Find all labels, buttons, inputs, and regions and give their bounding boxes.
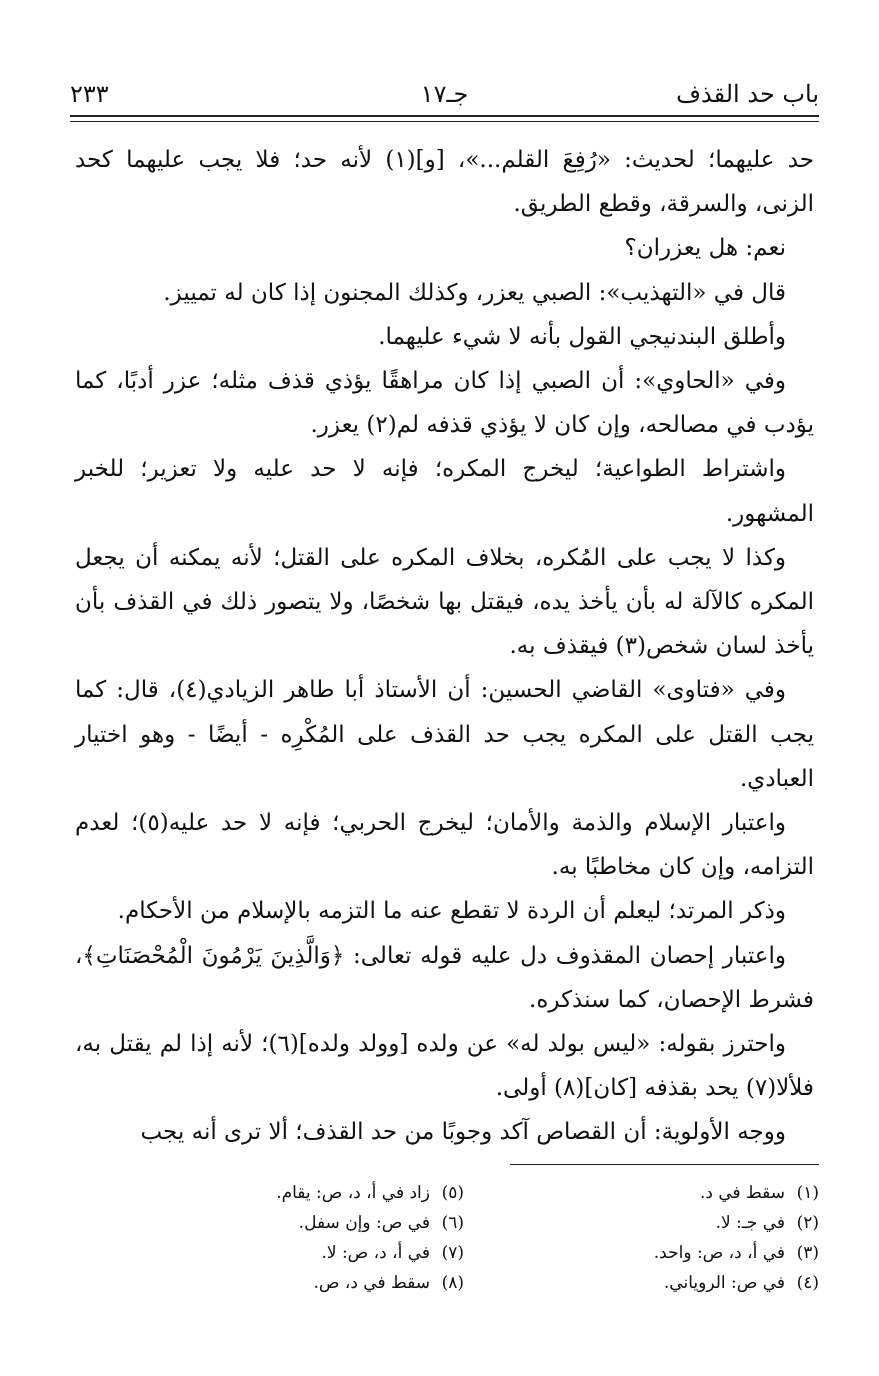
footnote-item [144, 1268, 464, 1298]
footnote-number: (٢) [796, 1213, 819, 1233]
paragraph: واحترز بقوله: «ليس بولد له» عن ولده [وولد ولده](٦)؛ لأنه إذا لم يقتل به، فلألا(٧) يحد بقذفه [كان](٨) أولى. [75, 1031, 814, 1102]
footnote-number: (٦) [441, 1213, 464, 1233]
footnote-item [499, 1178, 819, 1208]
paragraph: وفي «الحاوي»: أن الصبي إذا كان مراهقًا يؤذي قذف مثله؛ عزر أدبًا، كما يؤدب في مصالحه، وإن كان لا يؤذي قذفه لم(٢) يعزر. [75, 368, 814, 439]
page-number: ٢٣٣ [70, 80, 109, 108]
footnote-text: في ص: وإن سفل. [298, 1213, 430, 1233]
footnote-column-left [144, 1178, 464, 1298]
header-rule-thin [70, 121, 819, 122]
footnote-text: سقط في د. [699, 1183, 785, 1203]
footnote-text: سقط في د، ص. [313, 1273, 430, 1293]
footnote-item [499, 1268, 819, 1298]
footnote-number: (٤) [796, 1273, 819, 1293]
paragraph: ووجه الأولوية: أن القصاص آكد وجوبًا من حد القذف؛ ألا ترى أنه يجب [140, 1119, 786, 1146]
footnote-number: (٣) [796, 1243, 819, 1263]
footnote-column-right [499, 1178, 819, 1298]
chapter-title: باب حد القذف [676, 80, 819, 108]
footnote-item [144, 1178, 464, 1208]
footnote-text: في جـ: لا. [715, 1213, 785, 1233]
page-header [70, 74, 819, 114]
footnote-text: في ص: الروياني. [663, 1273, 785, 1293]
paragraph: وذكر المرتد؛ ليعلم أن الردة لا تقطع عنه ما التزمه بالإسلام من الأحكام. [117, 898, 786, 925]
paragraph: حد عليهما؛ لحديث: «رُفِعَ القلم...»، [و](١) لأنه حد؛ فلا يجب عليهما كحد الزنى، والسرقة، وقطع الطريق. [75, 147, 815, 218]
footnote-text: في أ، د، ص: لا. [321, 1243, 430, 1263]
header-rule-thick [70, 115, 819, 117]
paragraph: وكذا لا يجب على المُكره، بخلاف المكره على القتل؛ لأنه يمكنه أن يجعل المكره كالآلة له بأن يأخذ يده، فيقتل بها شخصًا، ولا يتصور ذلك في القذف بأن يأخذ لسان شخص(٣) فيقذف به. [75, 544, 814, 660]
paragraph: وفي «فتاوى» القاضي الحسين: أن الأستاذ أبا طاهر الزيادي(٤)، قال: كما يجب القتل على المكره يجب حد القذف على المُكْرِه - أيضًا - وهو اختيار العبادي. [75, 677, 814, 792]
paragraph: واعتبار إحصان المقذوف دل عليه قوله تعالى: ﴿وَالَّذِينَ يَرْمُونَ الْمُحْصَنَاتِ﴾، فشرط الإحصان، كما سنذكره. [75, 942, 814, 1013]
footnote-separator [510, 1164, 819, 1165]
paragraph: نعم: هل يعزران؟ [624, 235, 786, 262]
footnote-item [144, 1238, 464, 1268]
volume-label: جـ١٧ [420, 80, 469, 108]
paragraph: قال في «التهذيب»: الصبي يعزر، وكذلك المجنون إذا كان له تمييز. [163, 279, 786, 306]
paragraph: واعتبار الإسلام والذمة والأمان؛ ليخرج الحربي؛ فإنه لا حد عليه(٥)؛ لعدم التزامه، وإن كان مخاطبًا به. [75, 810, 814, 881]
main-text [75, 138, 814, 1155]
footnote-item [499, 1238, 819, 1268]
footnote-text: زاد في أ، د، ص: يقام. [276, 1183, 430, 1203]
footnote-number: (٥) [441, 1183, 464, 1203]
footnote-number: (٧) [441, 1243, 464, 1263]
footnote-text: في أ، د، ص: واحد. [653, 1243, 785, 1263]
footnote-number: (١) [796, 1183, 819, 1203]
paragraph: وأطلق البندنيجي القول بأنه لا شيء عليهما. [378, 323, 786, 350]
footnote-item [144, 1208, 464, 1238]
footnote-item [499, 1208, 819, 1238]
footnote-number: (٨) [441, 1273, 464, 1293]
paragraph: واشتراط الطواعية؛ ليخرج المكره؛ فإنه لا حد عليه ولا تعزير؛ للخبر المشهور. [75, 456, 814, 527]
